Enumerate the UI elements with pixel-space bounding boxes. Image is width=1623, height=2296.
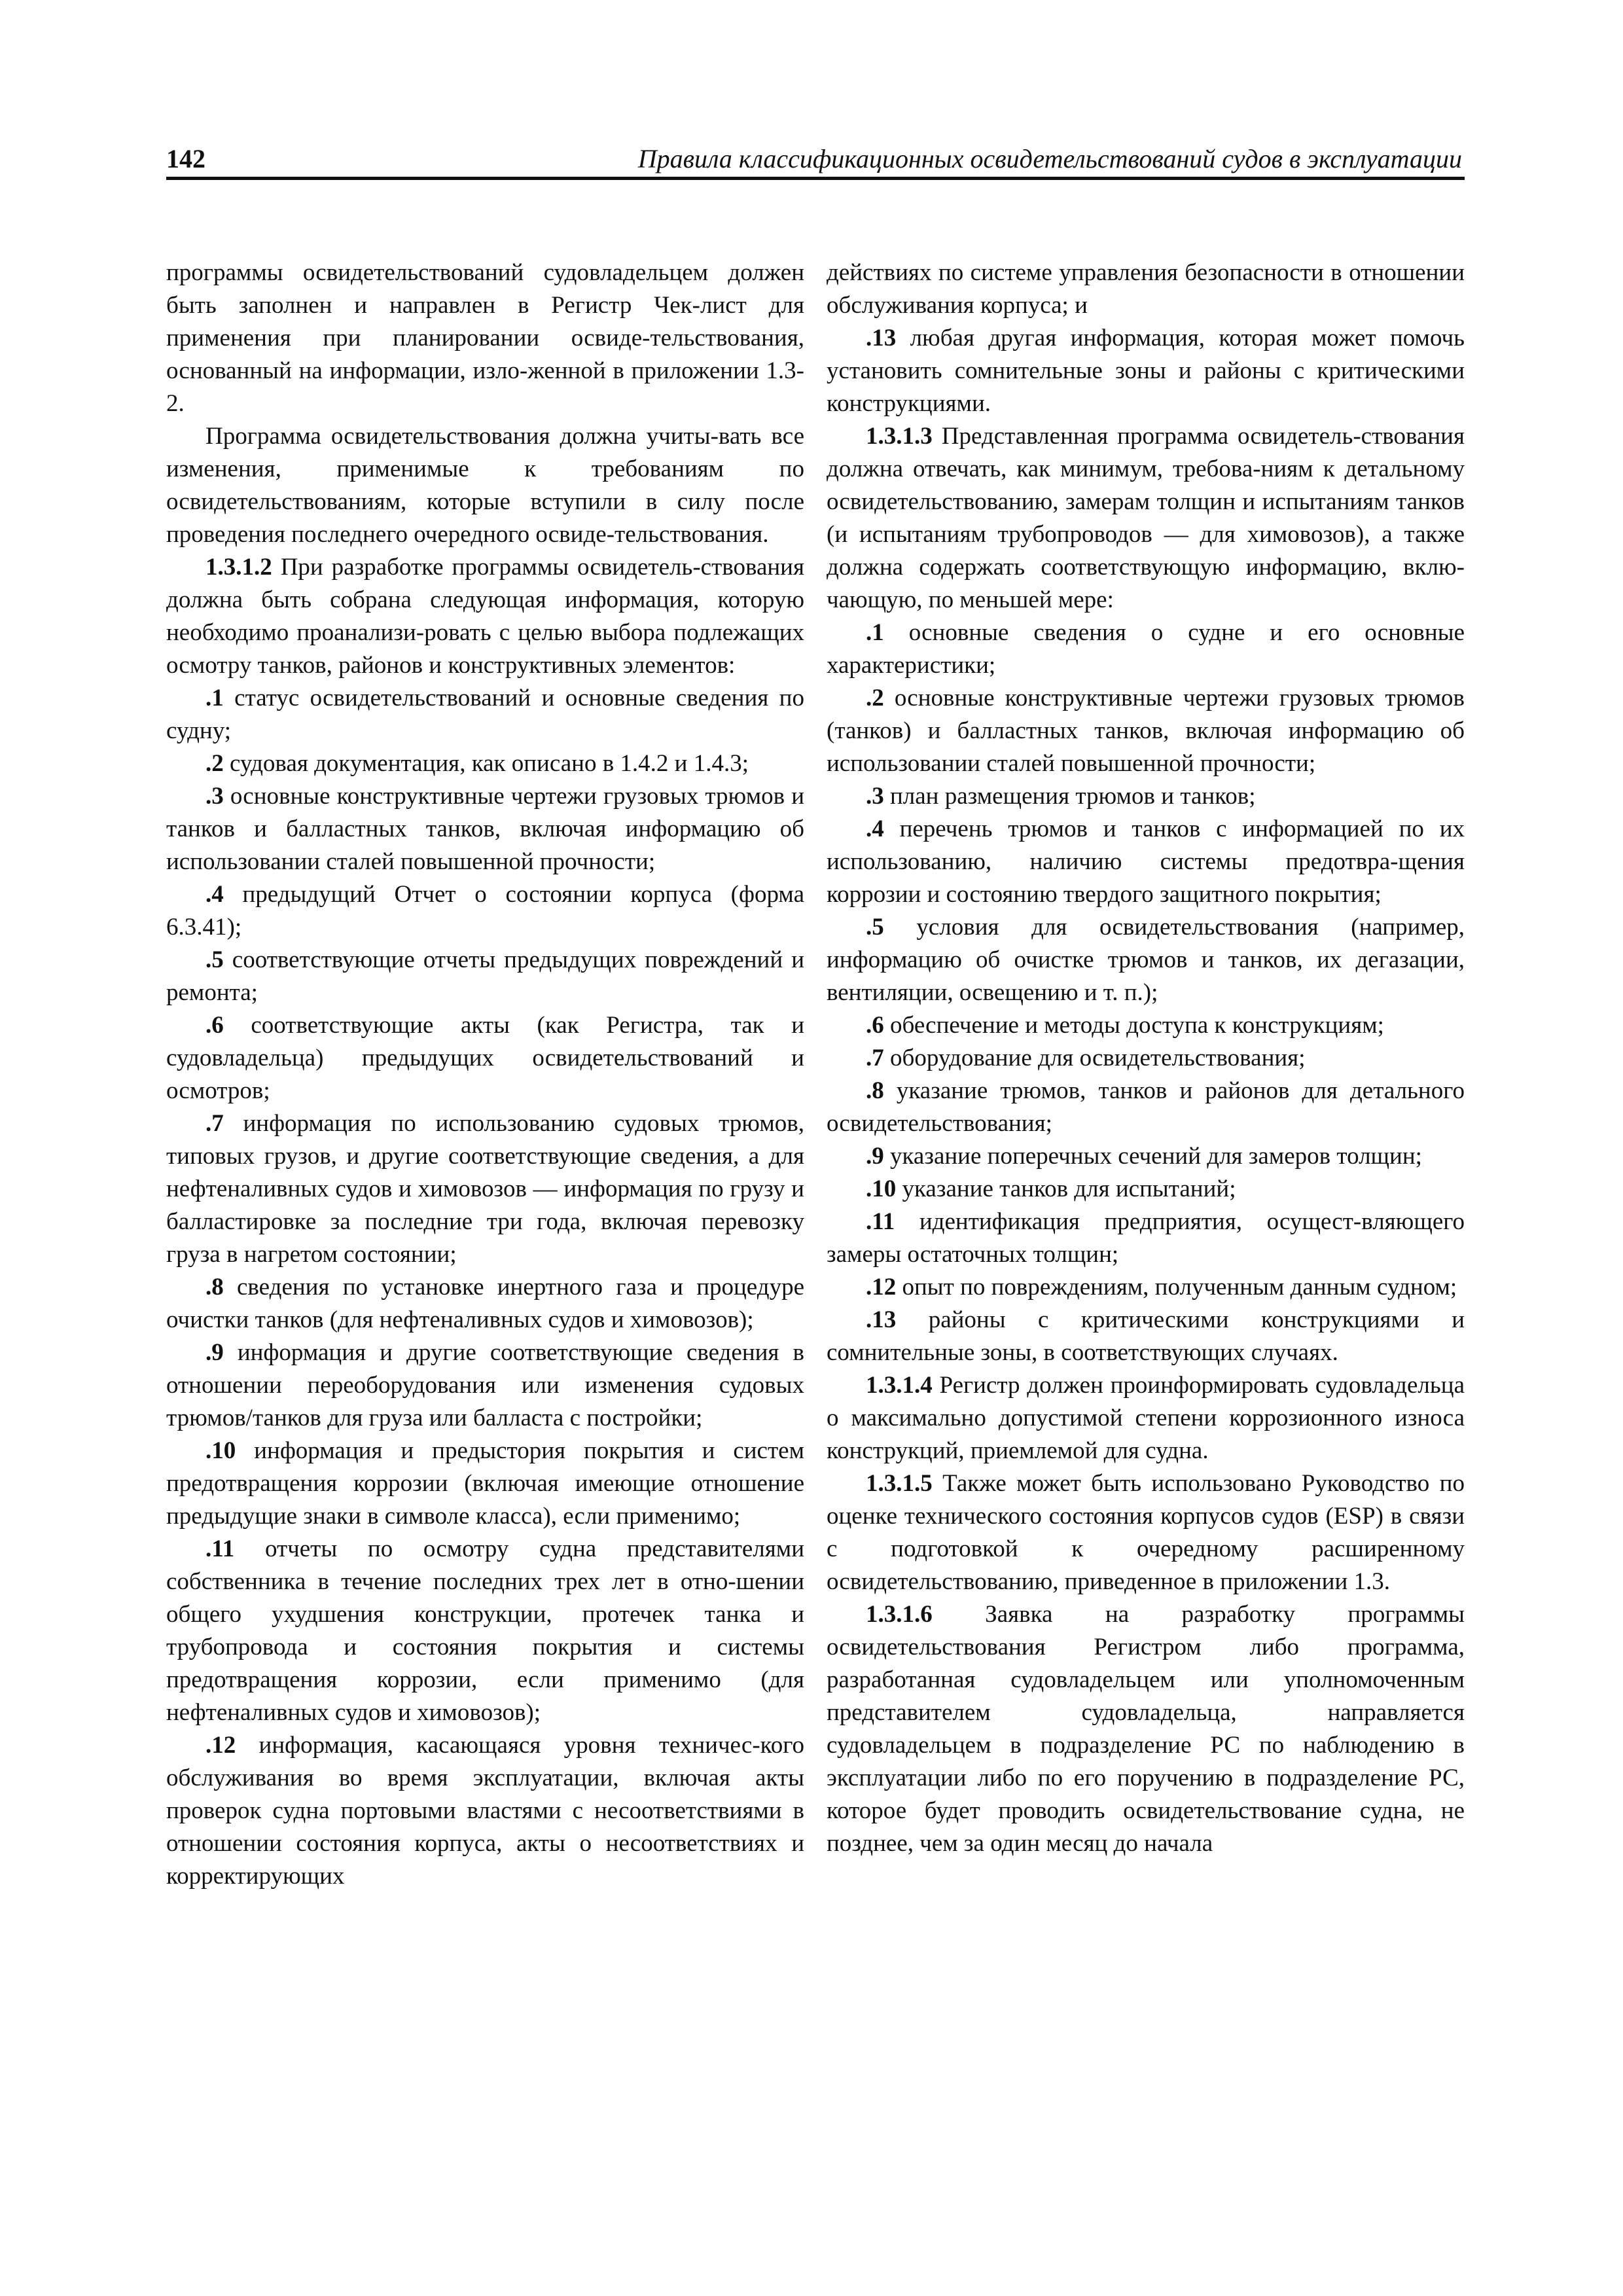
- list-item: .12 опыт по повреждениям, полученным данным судном;: [866, 1274, 1457, 1300]
- list-item: .3 основные конструктивные чертежи грузовых трюмов и танков и балластных танков, включая информацию об использовании сталей повышенной прочности;: [166, 783, 804, 875]
- item-number: .13: [866, 1306, 897, 1333]
- item-number: .8: [205, 1274, 224, 1300]
- list-item: .8 указание трюмов, танков и районов для детального освидетельствования;: [827, 1077, 1465, 1137]
- item-number: .6: [866, 1012, 884, 1039]
- list-item: .10 информация и предыстория покрытия и систем предотвращения коррозии (включая имеющие отношение предыдущие знаки в символе класса), если применимо;: [166, 1437, 804, 1530]
- section-1-3-1-3: 1.3.1.3 Представленная программа освидетель-ствования должна отвечать, как минимум, требова-ниям к детальному освидетельствованию, замерам толщин и испытаниям танков (и испытаниям трубопроводов — для химовозов), а также должна содержать соответствующую информацию, вклю-чающую, по меньшей мере:: [827, 423, 1465, 613]
- paragraph: Программа освидетельствования должна учиты-вать все изменения, применимые к требованиям по освидетельствованиям, которые вступили в силу после проведения последнего очередного освиде-тельствования.: [166, 423, 804, 548]
- section-number: 1.3.1.2: [205, 554, 272, 581]
- running-title: Правила классификационных освидетельствований судов в эксплуатации: [637, 144, 1462, 173]
- list-item: .8 сведения по установке инертного газа и процедуре очистки танков (для нефтеналивных судов и химовозов);: [166, 1274, 804, 1333]
- item-number: .11: [205, 1535, 235, 1562]
- item-number: .11: [866, 1208, 895, 1235]
- right-column: [827, 257, 1465, 1860]
- item-number: .8: [866, 1077, 884, 1104]
- item-number: .10: [205, 1437, 236, 1464]
- item-number: .9: [866, 1143, 884, 1170]
- list-item: .6 обеспечение и методы доступа к конструкциям;: [866, 1012, 1384, 1039]
- item-number: .1: [205, 685, 224, 711]
- page-header: [166, 143, 1462, 182]
- left-column: [166, 257, 804, 1893]
- list-item: .1 основные сведения о судне и его основные характеристики;: [827, 619, 1465, 679]
- list-item: .1 статус освидетельствований и основные сведения по судну;: [166, 685, 804, 744]
- section-number: 1.3.1.6: [866, 1601, 933, 1628]
- list-item: .11 идентификация предприятия, осущест-вляющего замеры остаточных толщин;: [827, 1208, 1465, 1268]
- paragraph: программы освидетельствований судовладельцем должен быть заполнен и направлен в Регистр Чек-лист для применения при планировании освиде-тельствования, основанный на информации, изло-женной в приложении 1.3-2.: [166, 259, 804, 417]
- section-1-3-1-5: 1.3.1.5 Также может быть использовано Руководство по оценке технического состояния корпусов судов (ESP) в связи с подготовкой к очередному расширенному освидетельствованию, приведенное в приложении 1.3.: [827, 1470, 1465, 1595]
- item-number: .3: [866, 783, 884, 810]
- list-item: .9 информация и другие соответствующие сведения в отношении переоборудования или изменения судовых трюмов/танков для груза или балласта с постройки;: [166, 1339, 804, 1431]
- header-rule: [166, 177, 1465, 180]
- list-item: .13 любая другая информация, которая может помочь установить сомнительные зоны и районы с критическими конструкциями.: [827, 325, 1465, 417]
- item-number: .4: [866, 816, 884, 842]
- list-item: .5 условия для освидетельствования (например, информацию об очистке трюмов и танков, их дегазации, вентиляции, освещению и т. п.);: [827, 914, 1465, 1006]
- item-number: .5: [866, 914, 884, 941]
- section-number: 1.3.1.4: [866, 1372, 933, 1399]
- list-item: .7 информация по использованию судовых трюмов, типовых грузов, и другие соответствующие сведения, а для нефтеналивных судов и химовозов — информация по грузу и балластировке за последние три года, включая перевозку груза в нагретом состоянии;: [166, 1110, 804, 1268]
- item-number: .12: [866, 1274, 897, 1300]
- list-item: .5 соответствующие отчеты предыдущих повреждений и ремонта;: [166, 946, 804, 1006]
- list-item: .2 судовая документация, как описано в 1.4.2 и 1.4.3;: [205, 750, 749, 777]
- item-number: .4: [205, 881, 224, 908]
- list-item: .12 информация, касающаяся уровня техничес-кого обслуживания во время эксплуатации, включая акты проверок судна портовыми властями с несоответствиями в отношении состояния корпуса, акты о несоответствиях и корректирующих: [166, 1732, 804, 1890]
- item-number: .2: [866, 685, 884, 711]
- list-item: .10 указание танков для испытаний;: [866, 1175, 1236, 1202]
- list-item: .3 план размещения трюмов и танков;: [866, 783, 1256, 810]
- item-number: .5: [205, 946, 224, 973]
- list-item: .11 отчеты по осмотру судна представителями собственника в течение последних трех лет в отно-шении общего ухудшения конструкции, протечек танка и трубопровода и состояния покрытия и системы предотвращения коррозии, если применимо (для нефтеналивных судов и химовозов);: [166, 1535, 804, 1726]
- item-number: .7: [205, 1110, 224, 1137]
- list-item: .7 оборудование для освидетельствования;: [866, 1045, 1306, 1071]
- item-number: .13: [866, 325, 897, 351]
- section-1-3-1-2: 1.3.1.2 При разработке программы освидетель-ствования должна быть собрана следующая информация, которую необходимо проанализи-ровать с целью выбора подлежащих осмотру танков, районов и конструктивных элементов:: [166, 554, 804, 679]
- list-item: .13 районы с критическими конструкциями и сомнительные зоны, в соответствующих случаях.: [827, 1306, 1465, 1366]
- page-number: 142: [166, 144, 205, 173]
- item-number: .6: [205, 1012, 224, 1039]
- item-number: .10: [866, 1175, 897, 1202]
- list-item: .2 основные конструктивные чертежи грузовых трюмов (танков) и балластных танков, включая информацию об использовании сталей повышенной прочности;: [827, 685, 1465, 777]
- section-1-3-1-6: 1.3.1.6 Заявка на разработку программы освидетельствования Регистром либо программа, разработанная судовладельцем или уполномоченным представителем судовладельца, направляется судовладельцем в подразделение РС по наблюдению в эксплуатации либо по его поручению в подразделение РС, которое будет проводить освидетельствование судна, не позднее, чем за один месяц до начала: [827, 1601, 1465, 1857]
- item-number: .12: [205, 1732, 236, 1759]
- item-number: .3: [205, 783, 224, 810]
- list-item: .4 предыдущий Отчет о состоянии корпуса (форма 6.3.41);: [166, 881, 804, 941]
- section-number: 1.3.1.5: [866, 1470, 933, 1497]
- list-item: .9 указание поперечных сечений для замеров толщин;: [866, 1143, 1422, 1170]
- item-number: .1: [866, 619, 884, 646]
- item-number: .7: [866, 1045, 884, 1071]
- section-1-3-1-4: 1.3.1.4 Регистр должен проинформировать судовладельца о максимально допустимой степени коррозионного износа конструкций, приемлемой для судна.: [827, 1372, 1465, 1464]
- item-number: .2: [205, 750, 224, 777]
- item-number: .9: [205, 1339, 224, 1366]
- section-number: 1.3.1.3: [866, 423, 933, 450]
- list-item: .4 перечень трюмов и танков с информацией по их использованию, наличию системы предотвра-щения коррозии и состоянию твердого защитного покрытия;: [827, 816, 1465, 908]
- list-item: .6 соответствующие акты (как Регистра, так и судовладельца) предыдущих освидетельствований и осмотров;: [166, 1012, 804, 1104]
- paragraph: действиях по системе управления безопасности в отношении обслуживания корпуса; и: [827, 259, 1465, 319]
